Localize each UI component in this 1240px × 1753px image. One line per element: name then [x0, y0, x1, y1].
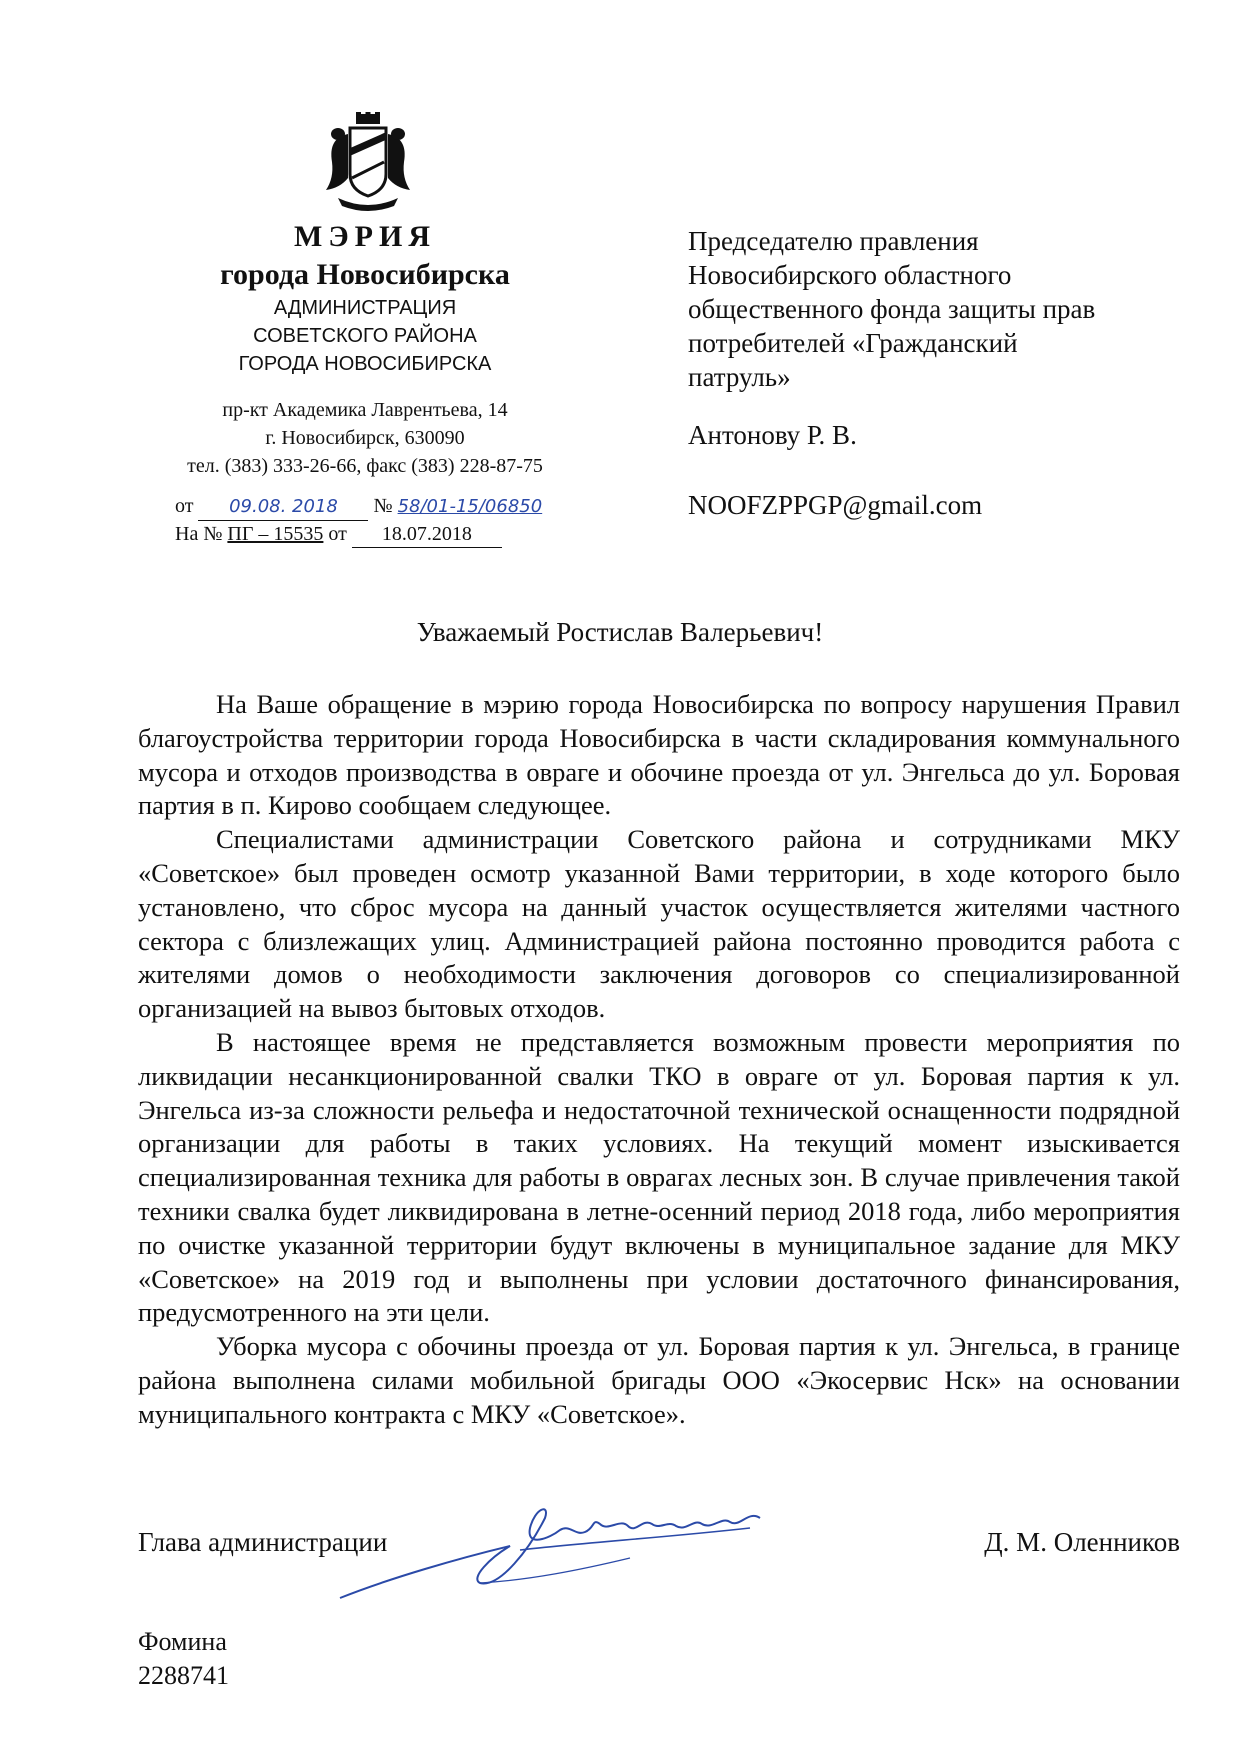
sender-phone: тел. (383) 333-26-66, факс (383) 228-87-75: [187, 455, 543, 477]
body-paragraph-3: В настоящее время не представляется возможным провести мероприятия по ликвидации несанкционированной свалки ТКО в овраге от ул. Боровая партия к ул. Энгельса из-за сложности рельефа и недостаточной технической оснащенности подрядной организации для работы в таких условиях. На текущий момент изыскивается специализированная техника для работы в оврагах лесных зон. В случае привлечения такой техники свалка будет ликвидирована в летне-осенний период 2018 года, либо мероприятия по очистке указанной территории будут включены в муниципальное задание для МКУ «Советское» на 2019 год и выполнены при условии достаточного финансирования, предусмотренного на эти цели.: [138, 1026, 1180, 1328]
document-references: [175, 493, 595, 548]
reply-from-label: от: [328, 523, 347, 545]
reply-number: ПГ – 15535: [227, 523, 324, 545]
executor-block: [138, 1625, 229, 1693]
addressee-block: [688, 224, 1188, 522]
organization-city: города Новосибирска: [220, 258, 510, 291]
body-paragraph-4: Уборка мусора с обочины проезда от ул. Боровая партия к ул. Энгельса, в границе района выполнена силами мобильной бригады ООО «Экосервис Нск» на основании муниципального контракта с МКУ «Советское».: [138, 1331, 1180, 1429]
outgoing-number: 58/01-15/06850: [397, 496, 543, 517]
department-line-2: СОВЕТСКОГО РАЙОНА: [253, 325, 477, 347]
sender-address-street: пр-кт Академика Лаврентьева, 14: [222, 399, 508, 421]
addressee-line-3: общественного фонда защиты прав: [688, 294, 1096, 324]
organization-title: МЭРИЯ: [294, 220, 436, 253]
letter-body: [138, 688, 1180, 1432]
reply-date: 18.07.2018: [381, 523, 472, 545]
executor-phone: 2288741: [138, 1661, 229, 1690]
executor-name: Фомина: [138, 1627, 227, 1656]
addressee-email: NOOFZPPGP@gmail.com: [688, 490, 983, 520]
handwritten-signature: [330, 1488, 830, 1608]
reply-label: На №: [175, 523, 223, 545]
coat-of-arms-icon: [322, 112, 414, 214]
addressee-line-1: Председателю правления: [688, 226, 979, 256]
department-line-1: АДМИНИСТРАЦИЯ: [273, 297, 457, 319]
sender-address-city: г. Новосибирск, 630090: [265, 427, 465, 449]
addressee-line-4: потребителей «Гражданский: [688, 328, 1018, 358]
from-label: от: [175, 495, 194, 517]
outgoing-date: 09.08. 2018: [229, 496, 338, 517]
addressee-line-5: патруль»: [688, 362, 791, 392]
department-line-3: ГОРОДА НОВОСИБИРСКА: [238, 353, 492, 375]
signer-position: Глава администрации: [138, 1527, 388, 1557]
addressee-name: Антонову Р. В.: [688, 420, 857, 450]
salutation: Уважаемый Ростислав Валерьевич!: [416, 617, 824, 647]
body-paragraph-1: На Ваше обращение в мэрию города Новосибирска по вопросу нарушения Правил благоустройства территории города Новосибирска в части складирования коммунального мусора и отходов производства в овраге и обочине проезда от ул. Энгельса до ул. Боровая партия в п. Кирово сообщаем следующее.: [138, 689, 1180, 821]
body-paragraph-2: Специалистами администрации Советского района и сотрудниками МКУ «Советское» был проведен осмотр указанной Вами территории, в ходе которого было установлено, что сброс мусора на данный участок осуществляется жителями частного сектора с близлежащих улиц. Администрацией района постоянно проводится работа с жителями домов о необходимости заключения договоров со специализированной организацией на вывоз бытовых отходов.: [138, 824, 1180, 1024]
sender-organization: [130, 218, 600, 480]
addressee-line-2: Новосибирского областного: [688, 260, 1012, 290]
number-label: №: [373, 495, 393, 517]
signer-name: Д. М. Оленников: [984, 1527, 1180, 1557]
